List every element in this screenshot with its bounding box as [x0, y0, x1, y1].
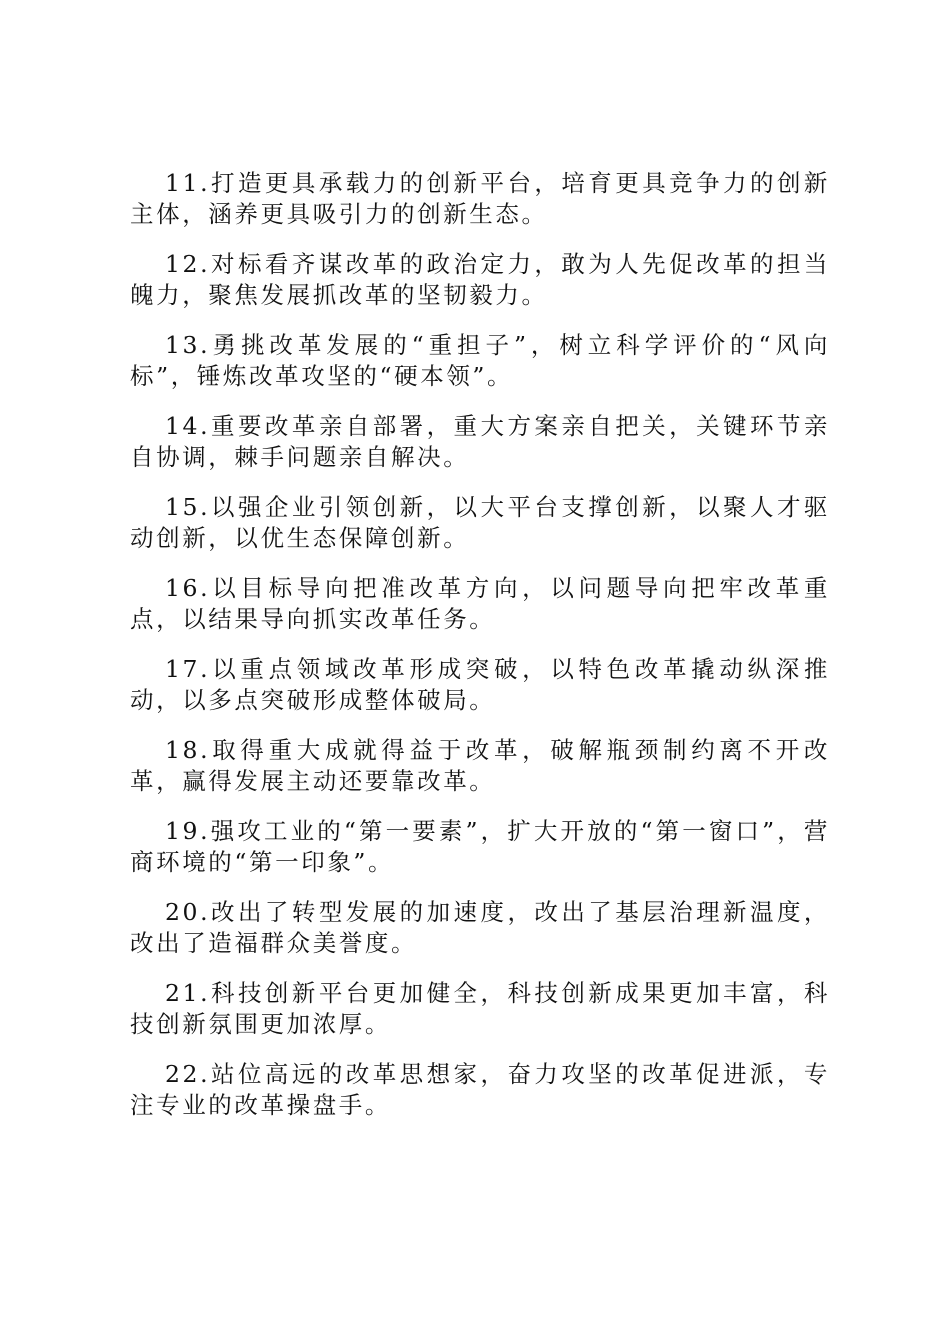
paragraph-19: 19.强攻工业的“第一要素”，扩大开放的“第一窗口”，营商环境的“第一印象”。 [130, 817, 830, 876]
paragraph-14: 14.重要改革亲自部署，重大方案亲自把关，关键环节亲自协调，棘手问题亲自解决。 [130, 412, 830, 471]
paragraph-12: 12.对标看齐谋改革的政治定力，敢为人先促改革的担当魄力，聚焦发展抓改革的坚韧毅力。 [130, 250, 830, 309]
paragraph-13: 13.勇挑改革发展的“重担子”，树立科学评价的“风向标”，锤炼改革攻坚的“硬本领”。 [130, 331, 830, 390]
paragraph-18: 18.取得重大成就得益于改革，破解瓶颈制约离不开改革，赢得发展主动还要靠改革。 [130, 736, 830, 795]
paragraph-20: 20.改出了转型发展的加速度，改出了基层治理新温度，改出了造福群众美誉度。 [130, 898, 830, 957]
paragraph-21: 21.科技创新平台更加健全，科技创新成果更加丰富，科技创新氛围更加浓厚。 [130, 979, 830, 1038]
paragraph-11: 11.打造更具承载力的创新平台，培育更具竞争力的创新主体，涵养更具吸引力的创新生态。 [130, 169, 830, 228]
paragraph-17: 17.以重点领域改革形成突破，以特色改革撬动纵深推动，以多点突破形成整体破局。 [130, 655, 830, 714]
paragraph-15: 15.以强企业引领创新，以大平台支撑创新，以聚人才驱动创新，以优生态保障创新。 [130, 493, 830, 552]
paragraph-22: 22.站位高远的改革思想家，奋力攻坚的改革促进派，专注专业的改革操盘手。 [130, 1060, 830, 1119]
document-body [130, 168, 830, 1140]
paragraph-16: 16.以目标导向把准改革方向，以问题导向把牢改革重点，以结果导向抓实改革任务。 [130, 574, 830, 633]
